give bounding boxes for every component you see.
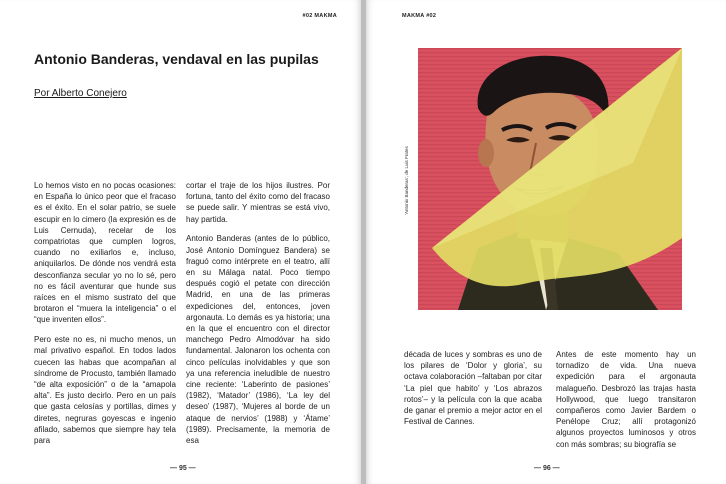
left-column-1: [34, 180, 176, 455]
right-column-2: [556, 349, 696, 458]
page-number-right: — 96 —: [534, 465, 560, 472]
paragraph: Antes de este momento hay un tornadizo de vida. Una nueva expedición para el argonauta malagueño. Desbrozó las trajas hasta Hollywood, que luego transitaron compañeros como Javier Bardem o Penélope Cruz; allí protagonizó algunos proyectos luminosos y otros con más sombras; su biografía se: [556, 350, 696, 449]
paragraph: Pero este no es, ni mucho menos, un mal privativo español. En todos lados cuecen las habas que acompañan al síndrome de Procusto, también llamado “de alta exposición” o de la “amapola alta”. Es justo decirlo. Pero en un país que gasta celosías y portillas, dimes y diretes, negruras goyescas e ingenio afilado, sabemos que siempre hay tela para: [34, 335, 176, 446]
right-column-1: [404, 349, 542, 436]
right-page-header: MAKMA #02: [402, 13, 437, 19]
left-page-header: #02 MAKMA: [302, 13, 337, 19]
paragraph: Antonio Banderas (antes de lo público, José Antonio Domínguez Bandera) se fraguó como intérprete en el teatro, allí en su Málaga natal. Poco tiempo después cogió el petate con dirección Madrid, en una de las primeras expediciones del, entonces, joven argonauta. Lo demás es ya historia; una en la que el encuentro con el director manchego Pedro Almodóvar ha sido fundamental. Jalonaron los ochenta con cinco películas inolvidables y que son ya una referencia ineludible de nuestro cine reciente: ‘Laberinto de pasiones’ (1982), ‘Matador’ (1986), ‘La ley del deseo’ (1987), ‘Mujeres al borde de un ataque de nervios’ (1988) y ‘Átame’ (1989). Precisamente, la memoria de esa: [186, 234, 330, 446]
paragraph: cortar el traje de los hijos ilustres. Por fortuna, tanto del éxito como del fracaso se puede salir. Y mientras se está vivo, hay partida.: [186, 181, 330, 224]
illustration-caption: ‘Antonio Banderas’, de Luis Frates: [404, 146, 409, 215]
paragraph: Lo hemos visto en no pocas ocasiones: en España lo único peor que el fracaso es el éxito. En el solar patrio, se suele escupir en lo cimero (la expresión es de Luis Cernuda), recelar de los compatriotas que cumplen logros, cuando no exiliarlos e, incluso, aniquilarlos. De dónde nos vendrá esta desconfianza secular yo no lo sé, pero no es fácil aventurar que hunde sus raíces en el mismo sustrato del que brotaron el “muera la inteligencia” o el “que inventen ellos”.: [34, 181, 176, 325]
portrait-artwork: [418, 48, 682, 310]
left-page: [0, 0, 361, 484]
page-number-left: — 95 —: [170, 465, 196, 472]
article-title: Antonio Banderas, vendaval en las pupilas: [34, 51, 319, 67]
left-column-2: [186, 180, 330, 455]
right-page: [366, 0, 726, 484]
portrait-illustration: [418, 48, 682, 310]
article-author: Por Alberto Conejero: [34, 88, 127, 99]
paragraph: década de luces y sombras es uno de los pilares de ‘Dolor y gloria’, su octava colaboración –faltaban por citar ‘La piel que habito’ y ‘Los abrazos rotos’– y la película con la que acaba de ganar el premio a mejor actor en el Festival de Cannes.: [404, 350, 542, 427]
